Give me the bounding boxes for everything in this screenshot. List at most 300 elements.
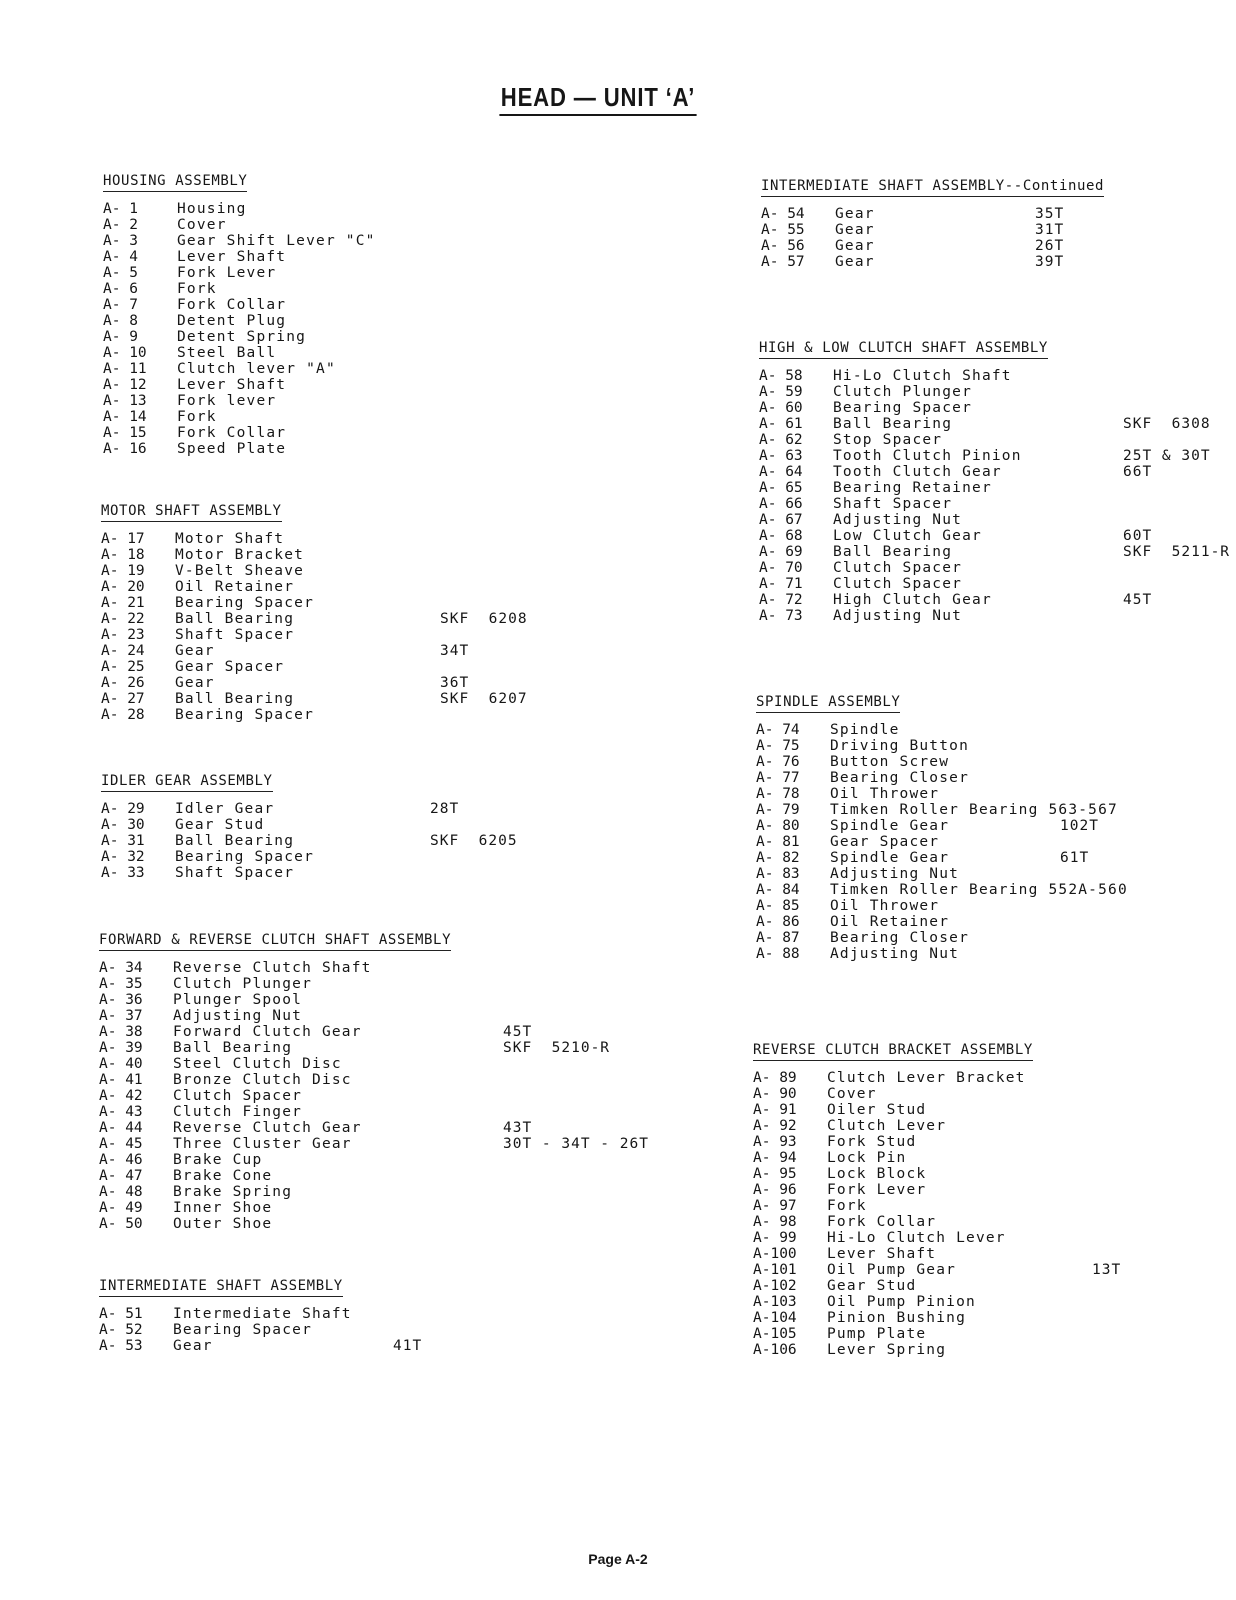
part-number: A- 58 [759,368,803,384]
part-row [761,254,1104,270]
part-row [759,528,1230,544]
part-number: A- 95 [753,1166,797,1182]
part-number: A- 70 [759,560,803,576]
part-row [101,801,518,817]
part-row [753,1134,1121,1150]
part-description: Gear [175,643,215,659]
part-description: Tooth Clutch Gear [833,464,1002,480]
part-description: Pump Plate [827,1326,927,1342]
part-number: A- 18 [101,547,145,563]
part-description: Spindle Gear [830,850,950,866]
part-description: Shaft Spacer [833,496,953,512]
part-description: Gear [175,675,215,691]
part-description: Clutch Plunger [833,384,973,400]
part-row [103,441,376,457]
part-number: A-102 [753,1278,797,1294]
part-spec: 66T [1123,464,1153,480]
part-number: A- 55 [761,222,805,238]
part-row [103,377,376,393]
part-row [99,1072,649,1088]
part-spec: SKF 6208 [440,611,528,627]
part-description: Stop Spacer [833,432,943,448]
part-description: Brake Spring [173,1184,293,1200]
part-row [99,1040,649,1056]
part-row [753,1070,1121,1086]
part-number: A- 67 [759,512,803,528]
part-row [753,1102,1121,1118]
part-number: A- 88 [756,946,800,962]
part-description: Bearing Spacer [173,1322,313,1338]
part-number: A- 82 [756,850,800,866]
part-row [753,1294,1121,1310]
part-row [101,675,528,691]
part-row [103,217,376,233]
part-description: Fork Collar [177,297,287,313]
part-number: A- 10 [103,345,147,361]
part-description: Detent Plug [177,313,287,329]
part-row [753,1262,1121,1278]
idler-gear-assembly-section [101,770,518,881]
part-row [99,1184,649,1200]
part-row [103,409,376,425]
part-description: Hi-Lo Clutch Shaft [833,368,1012,384]
part-number: A- 2 [103,217,138,233]
part-number: A- 77 [756,770,800,786]
high-low-clutch-shaft-assembly-section [759,337,1230,624]
section-heading: MOTOR SHAFT ASSEMBLY [101,503,282,522]
part-number: A- 97 [753,1198,797,1214]
part-number: A-103 [753,1294,797,1310]
part-row [101,611,528,627]
part-number: A- 20 [101,579,145,595]
part-description: Adjusting Nut [173,1008,303,1024]
part-description: Outer Shoe [173,1216,273,1232]
part-number: A- 15 [103,425,147,441]
part-row [759,608,1230,624]
part-number: A- 46 [99,1152,143,1168]
part-spec: 45T [503,1024,533,1040]
part-row [753,1278,1121,1294]
part-description: Hi-Lo Clutch Lever [827,1230,1006,1246]
part-number: A-105 [753,1326,797,1342]
part-number: A- 83 [756,866,800,882]
part-number: A- 76 [756,754,800,770]
part-row [756,834,1099,850]
part-description: Ball Bearing [175,611,295,627]
part-row [103,425,376,441]
part-number: A- 80 [756,818,800,834]
part-row [101,817,518,833]
part-row [103,249,376,265]
part-description: Steel Ball [177,345,277,361]
part-number: A- 32 [101,849,145,865]
part-row [103,201,376,217]
part-spec: SKF 6205 [430,833,518,849]
part-row [756,818,1099,834]
part-number: A- 36 [99,992,143,1008]
part-description: Bearing Closer [830,930,970,946]
part-description: Clutch Lever [827,1118,947,1134]
part-row [756,882,1128,898]
part-number: A- 87 [756,930,800,946]
part-row [101,707,528,723]
part-row [101,643,528,659]
part-spec: 61T [1060,850,1090,866]
part-row [101,595,528,611]
part-description: Driving Button [830,738,970,754]
part-row [759,416,1230,432]
part-number: A- 24 [101,643,145,659]
part-description: Idler Gear [175,801,275,817]
part-description: Spindle Gear [830,818,950,834]
part-description: V-Belt Sheave [175,563,305,579]
part-row [99,1120,649,1136]
part-number: A- 78 [756,786,800,802]
part-row [99,992,649,1008]
part-number: A- 7 [103,297,138,313]
part-number: A- 98 [753,1214,797,1230]
part-description: Lever Shaft [177,377,287,393]
part-description: Bearing Spacer [175,707,315,723]
part-description: Detent Spring [177,329,307,345]
part-row [753,1166,1121,1182]
part-description: Button Screw [830,754,950,770]
part-description: Lever Spring [827,1342,947,1358]
part-row [756,898,1099,914]
part-row [753,1198,1121,1214]
part-number: A- 17 [101,531,145,547]
page-title [90,82,1107,113]
part-number: A- 47 [99,1168,143,1184]
part-number: A- 25 [101,659,145,675]
part-row [103,281,376,297]
part-number: A- 66 [759,496,803,512]
part-description: Gear [835,238,875,254]
part-row [99,1056,649,1072]
part-description: Bearing Spacer [175,595,315,611]
part-row [759,592,1230,608]
part-number: A- 11 [103,361,147,377]
part-number: A- 40 [99,1056,143,1072]
part-number: A- 12 [103,377,147,393]
part-spec: 41T [393,1338,423,1354]
part-row [99,1104,649,1120]
part-description: Timken Roller Bearing 563-567 [830,802,1118,818]
part-number: A-101 [753,1262,797,1278]
part-row [756,770,1099,786]
part-number: A- 86 [756,914,800,930]
part-description: Oiler Stud [827,1102,927,1118]
part-number: A- 93 [753,1134,797,1150]
part-number: A- 74 [756,722,800,738]
part-spec: SKF 6308 [1123,416,1211,432]
part-row [756,722,1099,738]
part-row [759,496,1230,512]
part-row [759,400,1230,416]
part-number: A- 63 [759,448,803,464]
part-spec: SKF 5211-R [1123,544,1231,560]
part-row [756,930,1099,946]
part-row [99,976,649,992]
part-number: A- 33 [101,865,145,881]
part-description: Adjusting Nut [830,866,960,882]
part-description: High Clutch Gear [833,592,992,608]
part-description: Speed Plate [177,441,287,457]
part-description: Reverse Clutch Shaft [173,960,372,976]
part-number: A- 62 [759,432,803,448]
part-number: A- 14 [103,409,147,425]
part-number: A- 71 [759,576,803,592]
part-description: Bearing Spacer [833,400,973,416]
part-row [759,576,1230,592]
part-number: A- 60 [759,400,803,416]
part-row [99,1200,649,1216]
part-description: Clutch Spacer [833,576,963,592]
part-number: A- 59 [759,384,803,400]
part-row [99,1008,649,1024]
section-heading: HOUSING ASSEMBLY [103,173,247,192]
part-number: A- 13 [103,393,147,409]
part-row [99,960,649,976]
part-number: A- 28 [101,707,145,723]
part-row [103,345,376,361]
part-description: Oil Retainer [830,914,950,930]
part-description: Inner Shoe [173,1200,273,1216]
part-number: A- 21 [101,595,145,611]
part-row [759,384,1230,400]
part-number: A- 91 [753,1102,797,1118]
part-row [101,627,528,643]
part-row [756,802,1118,818]
part-number: A- 90 [753,1086,797,1102]
part-number: A- 84 [756,882,800,898]
part-spec: 36T [440,675,470,691]
part-description: Gear [835,254,875,270]
part-row [753,1326,1121,1342]
part-number: A- 19 [101,563,145,579]
part-number: A- 57 [761,254,805,270]
part-description: Gear Stud [175,817,265,833]
part-row [759,368,1230,384]
part-number: A- 48 [99,1184,143,1200]
part-description: Timken Roller Bearing 552A-560 [830,882,1128,898]
part-description: Gear Shift Lever "C" [177,233,376,249]
part-number: A- 44 [99,1120,143,1136]
part-description: Reverse Clutch Gear [173,1120,362,1136]
part-description: Plunger Spool [173,992,303,1008]
part-number: A- 53 [99,1338,143,1354]
motor-shaft-assembly-section [101,500,528,723]
part-spec: 30T - 34T - 26T [503,1136,649,1152]
part-spec: 13T [1092,1262,1122,1278]
part-row [103,361,376,377]
part-description: Bearing Closer [830,770,970,786]
part-row [756,850,1099,866]
part-description: Shaft Spacer [175,627,295,643]
part-row [759,448,1230,464]
part-description: Motor Bracket [175,547,305,563]
intermediate-shaft-assembly-continued-section [761,175,1104,270]
part-description: Lever Shaft [177,249,287,265]
part-row [101,849,518,865]
part-number: A- 68 [759,528,803,544]
section-heading: REVERSE CLUTCH BRACKET ASSEMBLY [753,1042,1033,1061]
part-number: A- 96 [753,1182,797,1198]
part-row [99,1338,422,1354]
part-row [103,233,376,249]
part-row [753,1230,1121,1246]
part-number: A- 42 [99,1088,143,1104]
part-row [759,544,1230,560]
part-spec: SKF 6207 [440,691,528,707]
part-description: Cover [827,1086,877,1102]
part-row [756,786,1099,802]
part-description: Oil Thrower [830,786,940,802]
part-row [756,914,1099,930]
part-row [759,432,1230,448]
part-row [101,659,528,675]
part-description: Fork Lever [177,265,277,281]
part-description: Ball Bearing [833,544,953,560]
part-row [759,464,1230,480]
part-number: A- 99 [753,1230,797,1246]
part-number: A- 38 [99,1024,143,1040]
part-number: A- 69 [759,544,803,560]
part-description: Gear Stud [827,1278,917,1294]
part-row [753,1246,1121,1262]
part-description: Gear Spacer [830,834,940,850]
part-number: A- 75 [756,738,800,754]
part-number: A- 81 [756,834,800,850]
part-description: Forward Clutch Gear [173,1024,362,1040]
part-spec: 102T [1060,818,1099,834]
part-row [101,547,528,563]
part-row [103,265,376,281]
part-row [101,691,528,707]
part-description: Bearing Spacer [175,849,315,865]
part-description: Oil Pump Pinion [827,1294,976,1310]
part-number: A- 49 [99,1200,143,1216]
part-description: Cover [177,217,227,233]
part-number: A- 4 [103,249,138,265]
part-number: A- 22 [101,611,145,627]
part-number: A- 3 [103,233,138,249]
part-row [756,946,1099,962]
part-row [753,1214,1121,1230]
part-description: Low Clutch Gear [833,528,982,544]
part-row [759,560,1230,576]
part-description: Motor Shaft [175,531,285,547]
part-number: A-106 [753,1342,797,1358]
part-number: A- 54 [761,206,805,222]
part-description: Tooth Clutch Pinion [833,448,1022,464]
part-row [761,238,1104,254]
part-row [753,1342,1121,1358]
part-number: A-100 [753,1246,797,1262]
part-row [101,563,528,579]
section-heading: INTERMEDIATE SHAFT ASSEMBLY--Continued [761,178,1104,197]
part-description: Ball Bearing [175,833,295,849]
page-number: Page A-2 [588,1551,648,1567]
part-description: Brake Cone [173,1168,273,1184]
part-description: Oil Pump Gear [827,1262,957,1278]
part-description: Ball Bearing [175,691,295,707]
part-row [99,1306,422,1322]
spindle-assembly-section [756,691,1128,962]
part-description: Clutch Finger [173,1104,303,1120]
intermediate-shaft-assembly-section [99,1275,422,1354]
part-description: Three Cluster Gear [173,1136,352,1152]
part-number: A-104 [753,1310,797,1326]
housing-assembly-section [103,170,376,457]
part-description: Fork Lever [827,1182,927,1198]
part-row [101,531,528,547]
reverse-clutch-bracket-assembly-section [753,1039,1121,1358]
part-description: Clutch lever "A" [177,361,336,377]
part-description: Fork Collar [827,1214,937,1230]
part-row [761,222,1104,238]
part-row [103,329,376,345]
part-spec: 34T [440,643,470,659]
part-spec: 28T [430,801,460,817]
part-spec: 39T [1035,254,1065,270]
part-description: Intermediate Shaft [173,1306,352,1322]
part-number: A- 52 [99,1322,143,1338]
part-row [99,1136,649,1152]
part-description: Adjusting Nut [833,512,963,528]
part-row [756,754,1099,770]
part-number: A- 94 [753,1150,797,1166]
part-number: A- 34 [99,960,143,976]
part-number: A- 16 [103,441,147,457]
part-number: A- 45 [99,1136,143,1152]
part-number: A- 61 [759,416,803,432]
part-description: Gear [835,206,875,222]
part-row [759,512,1230,528]
part-spec: 60T [1123,528,1153,544]
page-title-text: HEAD — UNIT ‘A’ [499,82,697,116]
part-description: Clutch Spacer [833,560,963,576]
part-number: A- 92 [753,1118,797,1134]
part-number: A- 5 [103,265,138,281]
part-number: A- 26 [101,675,145,691]
part-row [753,1150,1121,1166]
part-number: A- 39 [99,1040,143,1056]
part-row [761,206,1104,222]
part-row [753,1118,1121,1134]
part-description: Brake Cup [173,1152,263,1168]
part-description: Oil Retainer [175,579,295,595]
section-heading: FORWARD & REVERSE CLUTCH SHAFT ASSEMBLY [99,932,451,951]
part-row [103,393,376,409]
part-description: Lock Block [827,1166,927,1182]
part-spec: SKF 5210-R [503,1040,611,1056]
part-row [103,313,376,329]
part-description: Clutch Spacer [173,1088,303,1104]
part-row [101,865,518,881]
part-description: Lock Pin [827,1150,907,1166]
part-number: A- 35 [99,976,143,992]
part-description: Ball Bearing [833,416,953,432]
part-description: Fork [177,409,217,425]
part-number: A- 89 [753,1070,797,1086]
part-number: A- 27 [101,691,145,707]
part-number: A- 43 [99,1104,143,1120]
part-number: A- 50 [99,1216,143,1232]
part-description: Shaft Spacer [175,865,295,881]
part-number: A- 29 [101,801,145,817]
part-row [99,1322,422,1338]
